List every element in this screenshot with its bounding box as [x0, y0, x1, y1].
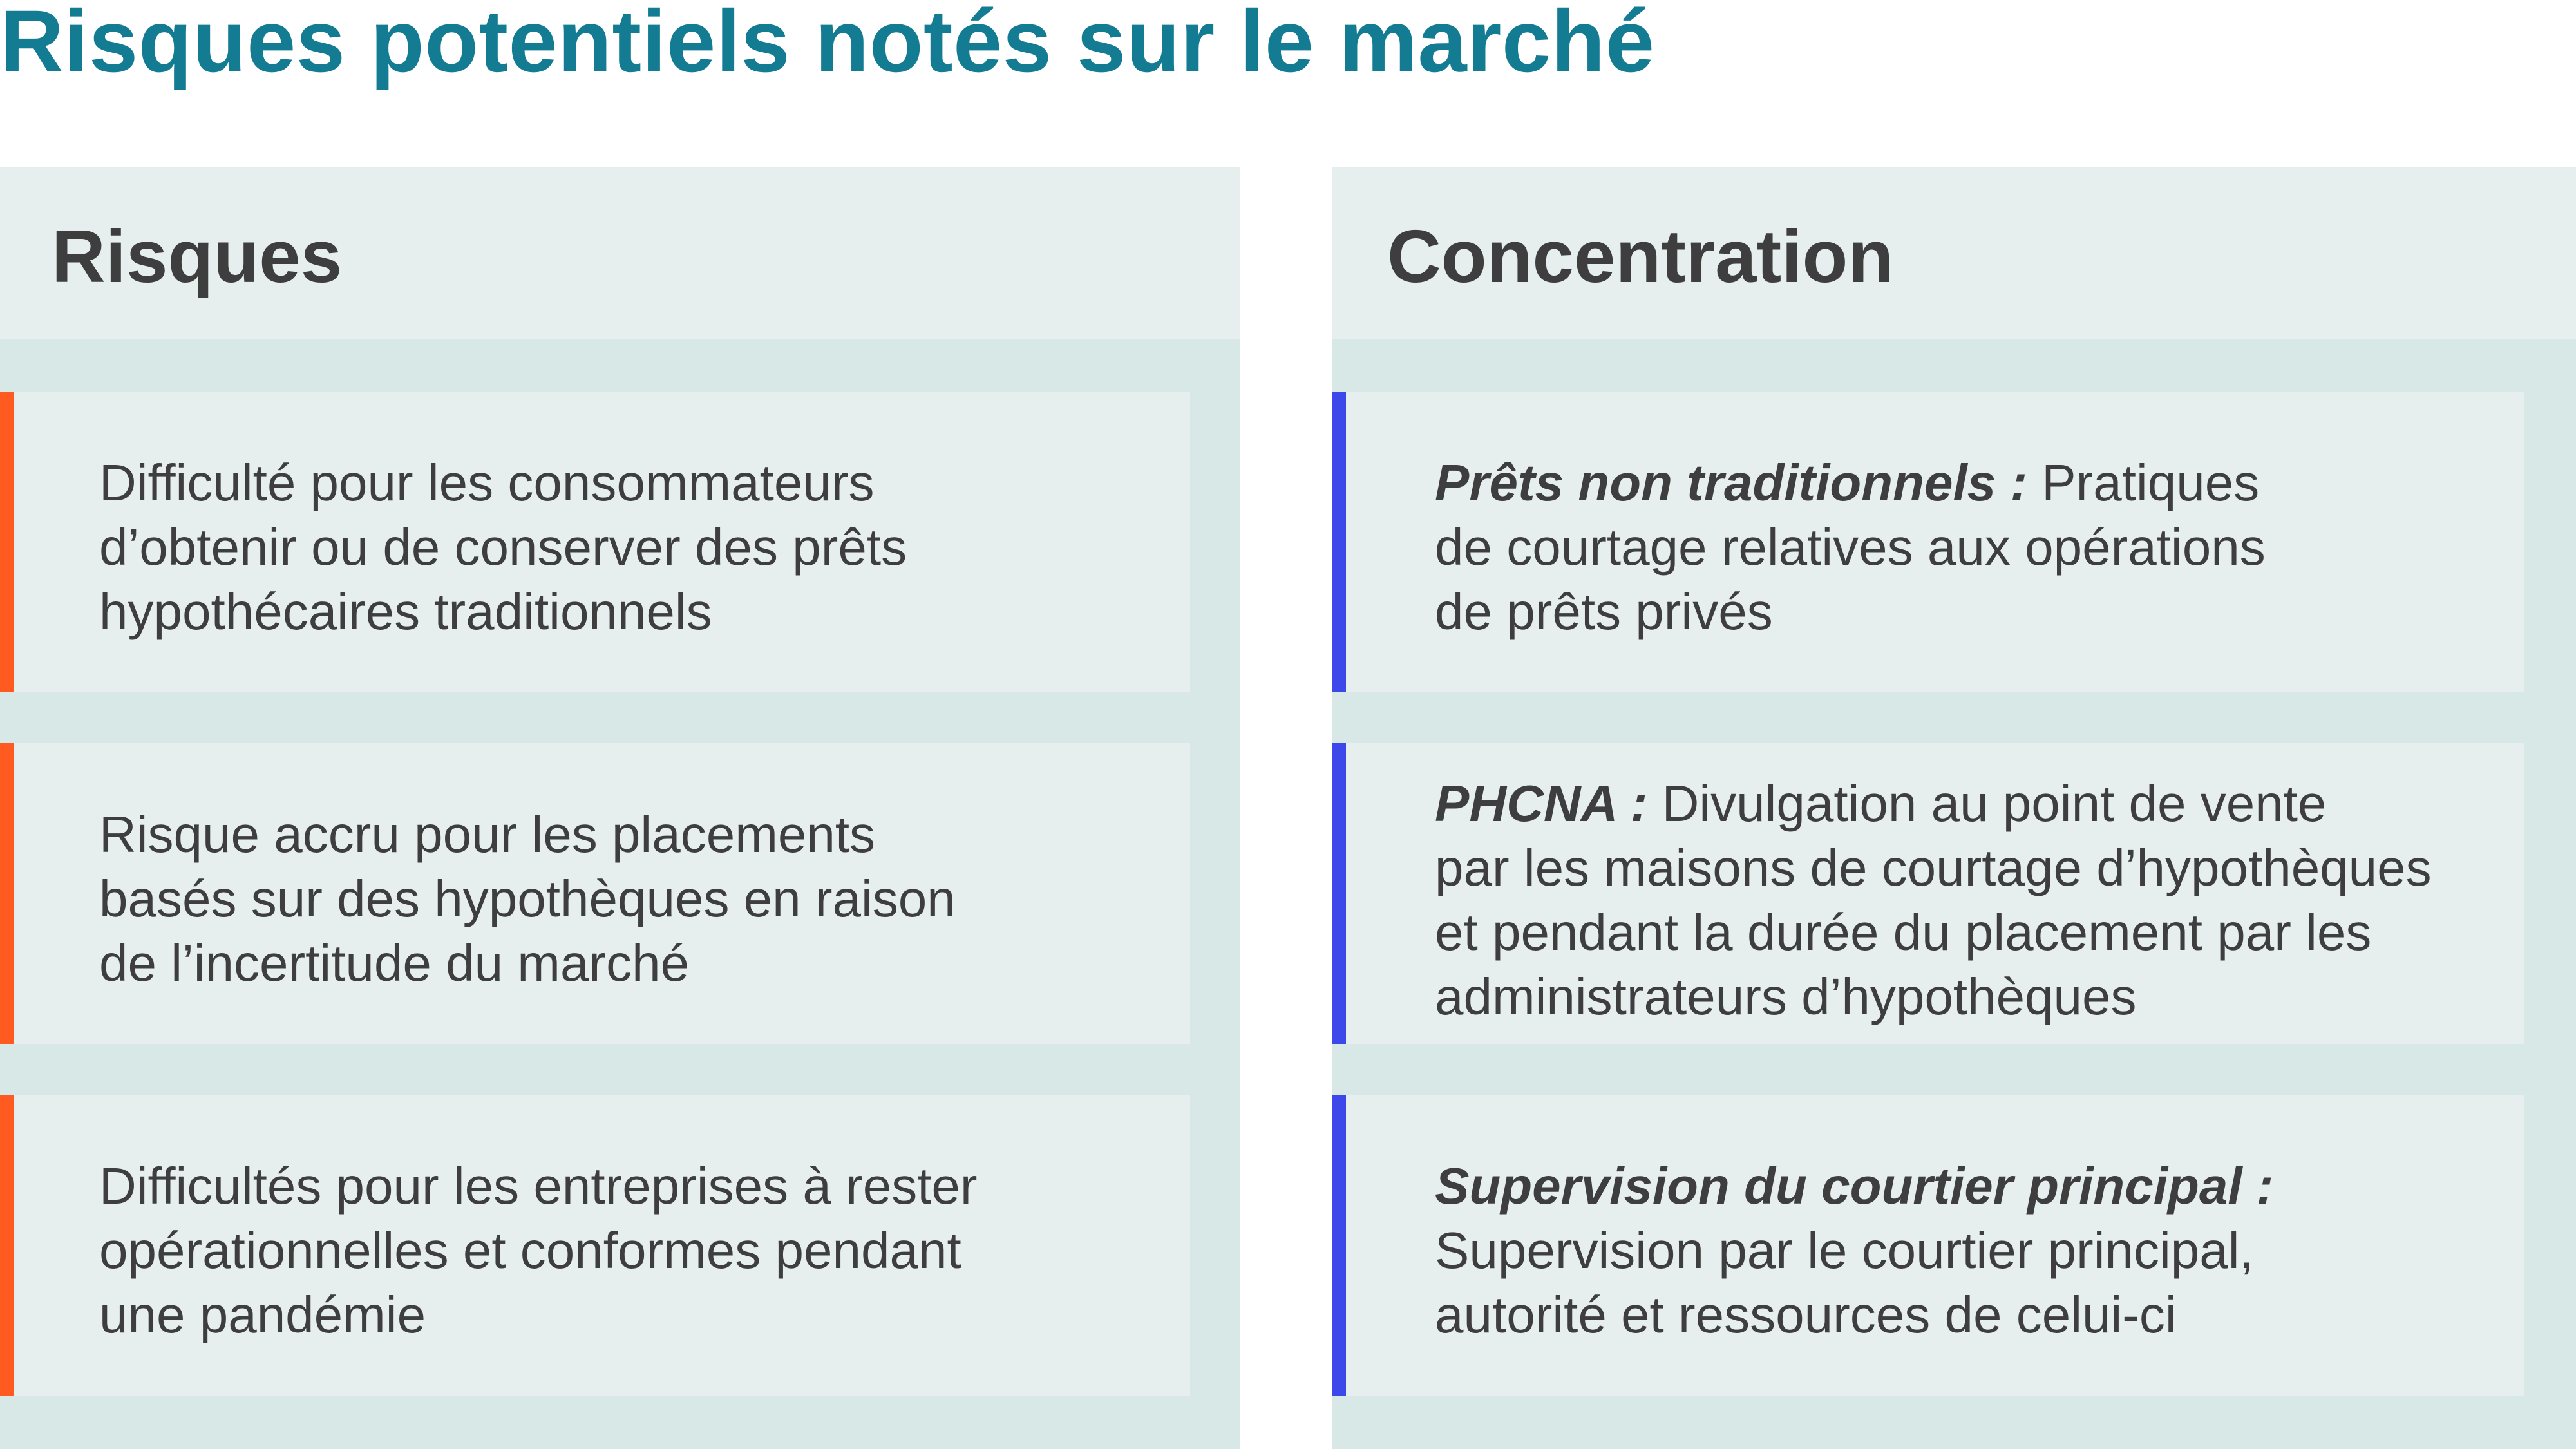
concentration-accent-bar	[1332, 392, 1346, 692]
item-lead-rest: Divulgation au point de vente	[1647, 775, 2327, 832]
text-line: et pendant la durée du placement par les	[1435, 904, 2372, 961]
text-line: hypothécaires traditionnels	[99, 583, 712, 640]
item-lead: Prêts non traditionnels :	[1435, 454, 2028, 511]
concentration-card-text	[1435, 1154, 2504, 1347]
concentration-accent-bar	[1332, 1095, 1346, 1396]
risk-accent-bar	[0, 743, 14, 1044]
risk-accent-bar	[0, 392, 14, 692]
text-line: de courtage relatives aux opérations	[1435, 518, 2266, 576]
risk-card-text	[99, 1154, 1130, 1347]
concentration-panel	[1332, 167, 2576, 1449]
text-line: opérationnelles et conformes pendant	[99, 1222, 961, 1279]
risks-panel	[0, 167, 1240, 1449]
text-line: une pandémie	[99, 1286, 426, 1343]
risk-card-3	[0, 1095, 1190, 1396]
concentration-accent-bar	[1332, 743, 1346, 1044]
text-line	[1435, 1154, 2504, 1218]
text-line: d’obtenir ou de conserver des prêts	[99, 518, 907, 576]
concentration-card-2	[1332, 743, 2524, 1044]
risk-card-2	[0, 743, 1190, 1044]
concentration-card-3	[1332, 1095, 2524, 1396]
text-line: Supervision par le courtier principal,	[1435, 1222, 2254, 1279]
text-line: par les maisons de courtage d’hypothèques	[1435, 839, 2432, 896]
text-line	[1435, 772, 2504, 836]
text-line: Difficulté pour les consommateurs	[99, 454, 875, 511]
risks-panel-header	[0, 167, 1240, 339]
text-line: basés sur des hypothèques en raison	[99, 870, 956, 927]
item-lead-rest: Pratiques	[2027, 454, 2260, 511]
item-lead: Supervision du courtier principal :	[1435, 1157, 2274, 1215]
page-title: Risques potentiels notés sur le marché	[0, 0, 1655, 91]
risk-card-text	[99, 802, 1130, 996]
item-lead: PHCNA :	[1435, 775, 1648, 832]
risk-card-1	[0, 392, 1190, 692]
text-line: Difficultés pour les entreprises à rester	[99, 1157, 978, 1215]
text-line: Risque accru pour les placements	[99, 806, 876, 863]
concentration-card-text	[1435, 772, 2504, 1029]
risks-panel-title: Risques	[52, 214, 343, 298]
text-line: administrateurs d’hypothèques	[1435, 968, 2137, 1025]
text-line: autorité et ressources de celui-ci	[1435, 1286, 2177, 1343]
text-line: de prêts privés	[1435, 583, 1773, 640]
text-line	[1435, 451, 2504, 515]
text-line: de l’incertitude du marché	[99, 934, 690, 992]
risk-card-text	[99, 451, 1130, 644]
risk-accent-bar	[0, 1095, 14, 1396]
concentration-card-text	[1435, 451, 2504, 644]
concentration-card-1	[1332, 392, 2524, 692]
concentration-panel-title: Concentration	[1387, 214, 1894, 298]
concentration-panel-header	[1332, 167, 2576, 339]
